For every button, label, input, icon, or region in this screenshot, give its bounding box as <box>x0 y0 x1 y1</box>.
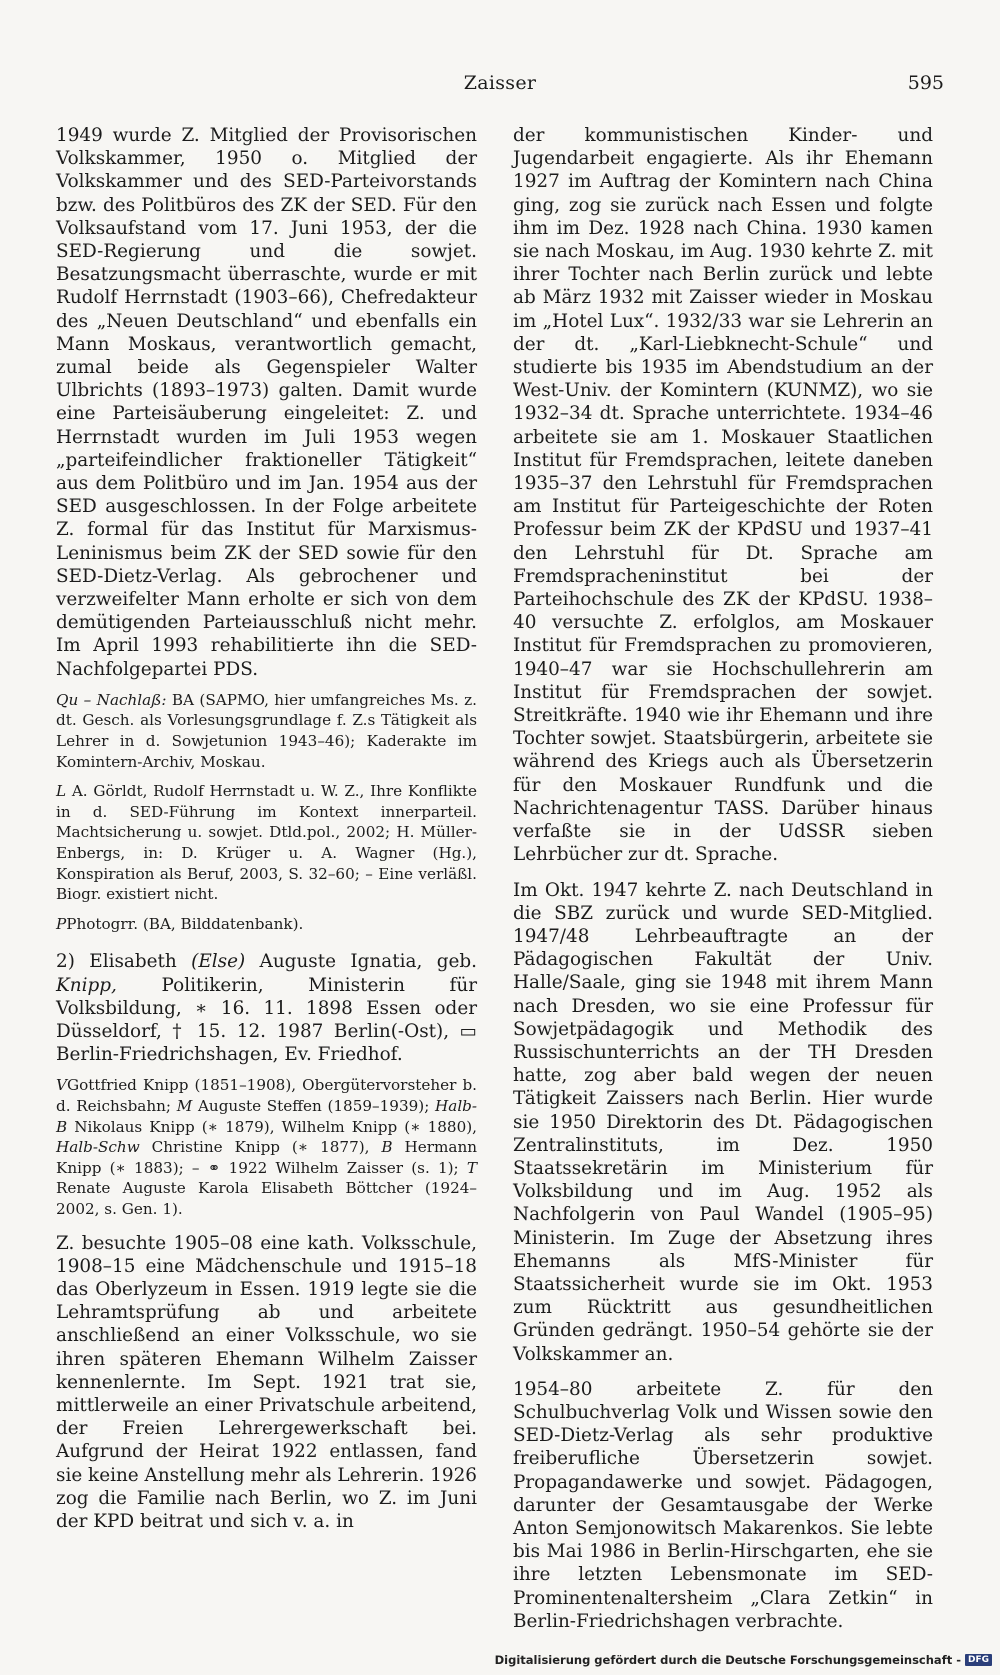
literature-label: L <box>56 782 67 801</box>
genealogy-label-m: M <box>176 1097 193 1116</box>
genealogy-label-halbb: Halb-B <box>56 1097 478 1136</box>
entry-names: Auguste Ignatia, geb. <box>259 951 477 973</box>
digitization-footer <box>495 1653 992 1667</box>
entry-number: 2) Elisabeth <box>56 951 177 973</box>
genealogy-label-halbschw: Halb-Schw <box>56 1138 140 1157</box>
portrait-text: Photogrr. (BA, Bilddatenbank). <box>66 914 304 933</box>
right-column <box>513 124 933 1633</box>
sources-text: BA (SAPMO, hier umfangreiches Ms. z. dt. Gesch. als Vorlesungsgrundlage f. Z.s Tätigkeit als Lehrer in d. Sowjetunion 1943–46); Kaderakte im Komintern-Archiv, Moskau. <box>56 690 477 771</box>
portrait-note <box>56 914 477 935</box>
genealogy-label-v: V <box>56 1076 67 1095</box>
entry-details: Politikerin, Ministerin für Volksbildung, ∗ 16. 11. 1898 Essen oder Düsseldorf, † 15. 12. 1987 Berlin(-Ost), ▭ Berlin-Friedrichshagen, Ev. Friedhof. <box>56 974 477 1066</box>
sources-label: Qu – Nachlaß: <box>56 690 167 709</box>
genealogy-text: Auguste Steffen (1859–1939); <box>197 1097 430 1116</box>
page-header <box>50 72 950 102</box>
body-paragraph: Im Okt. 1947 kehrte Z. nach Deutschland in die SBZ zurück und wurde SED-Mitglied. 1947/48 Lehrbeauftragte an der Pädagogischen Fakultät der Univ. Halle/Saale, ging sie 1948 mit ihrem Mann nach Dresden, wo sie eine Professur für Sowjetpädagogik und Methodik des Russischunterrichts an der TH Dresden hatte, zog aber bald wegen der neuen Tätigkeit Zaissers nach Berlin. Hier wurde sie 1950 Direktorin des Dt. Pädagogischen Zentralinstituts, im Dez. 1950 Staatssekretärin im Ministerium für Volksbildung und im Aug. 1952 als Nachfolgerin von Paul Wandel (1905–95) Ministerin. Im Zuge der Absetzung ihres Ehemanns als MfS-Minister für Staatssicherheit wurde sie im Okt. 1953 zum Rücktritt aus gesundheitlichen Gründen gedrängt. 1950–54 gehörte sie der Volkskammer an. <box>513 879 933 1365</box>
dfg-logo: DFG <box>965 1654 992 1666</box>
genealogy-text: Gottfried Knipp (1851–1908), Obergütervorsteher b. d. Reichsbahn; <box>56 1076 477 1116</box>
genealogy-text: Renate Auguste Karola Elisabeth Böttcher (1924–2002, s. Gen. 1). <box>56 1179 477 1218</box>
entry-birth-name: Knipp, <box>56 974 117 996</box>
sources-note <box>56 690 477 772</box>
genealogy-text: Hermann Knipp (∗ 1883); – ⚭ 1922 Wilhelm Zaisser (s. 1); <box>56 1138 478 1177</box>
running-head: Zaisser <box>463 72 537 94</box>
entry-nickname: (Else) <box>191 951 246 973</box>
genealogy-text: Christine Knipp (∗ 1877), <box>151 1138 370 1157</box>
genealogy-label-b: B <box>381 1138 393 1157</box>
body-paragraph: 1949 wurde Z. Mitglied der Provisorischen Volkskammer, 1950 o. Mitglied der Volkskammer und des SED-Parteivorstands bzw. des Politbüros des ZK der SED. Für den Volksaufstand vom 17. Juni 1953, der die SED-Regierung und die sowjet. Besatzungsmacht überraschte, wurde er mit Rudolf Herrnstadt (1903–66), Chefredakteur des „Neuen Deutschland“ und ebenfalls ein Mann Moskaus, verantwortlich gemacht, zumal beide als Gegenspieler Walter Ulbrichts (1893–1973) galten. Damit wurde eine Parteisäuberung eingeleitet: Z. und Herrnstadt wurden im Juli 1953 wegen „parteifeindlicher fraktioneller Tätigkeit“ aus dem Politbüro und im Jan. 1954 aus der SED ausgeschlossen. In der Folge arbeitete Z. formal für das Institut für Marxismus-Leninismus beim ZK der SED sowie für den SED-Dietz-Verlag. Als gebrochener und verzweifelter Mann erholte er sich von dem demütigenden Parteiausschluß nicht mehr. Im April 1993 rehabilitierte ihn die SED-Nachfolgepartei PDS. <box>56 125 477 680</box>
genealogy-note <box>56 1075 477 1219</box>
genealogy-text: Nikolaus Knipp (∗ 1879), Wilhelm Knipp (∗ 1880), <box>74 1117 477 1136</box>
body-paragraph: 1954–80 arbeitete Z. für den Schulbuchverlag Volk und Wissen sowie den SED-Dietz-Verlag als sehr produktive freiberufliche Übersetzerin sowjet. Propagandawerke und sowjet. Pädagogen, darunter der Gesamtausgabe der Werke Anton Semjonowitsch Makarenkos. Sie lebte bis Mai 1986 in Berlin-Hirschgarten, ehe sie ihre letzten Lebensmonate im SED-Prominentenaltersheim „Clara Zetkin“ in Berlin-Friedrichshagen verbrachte. <box>513 1378 933 1632</box>
entry-heading <box>56 950 477 1066</box>
genealogy-label-t: T <box>466 1158 477 1177</box>
literature-note <box>56 781 477 905</box>
body-paragraph: Z. besuchte 1905–08 eine kath. Volksschule, 1908–15 eine Mädchenschule und 1915–18 das Oberlyzeum in Essen. 1919 legte sie die Lehramtsprüfung ab und arbeitete anschließend an einer Volksschule, wo sie ihren späteren Ehemann Wilhelm Zaisser kennenlernte. Im Sept. 1921 trat sie, mittlerweile an einer Privatschule arbeitend, der Freien Lehrergewerkschaft bei. Aufgrund der Heirat 1922 entlassen, fand sie keine Anstellung mehr als Lehrerin. 1926 zog die Familie nach Berlin, wo Z. im Juni der KPD beitrat und sich v. a. in <box>56 1232 478 1533</box>
body-paragraph: der kommunistischen Kinder- und Jugendarbeit engagierte. Als ihr Ehemann 1927 im Auftrag der Komintern nach China ging, zog sie zurück nach Essen und folgte ihm im Dez. 1928 nach China. 1930 kamen sie nach Moskau, im Aug. 1930 kehrte Z. mit ihrer Tochter nach Berlin zurück und lebte ab März 1932 mit Zaisser wieder in Moskau im „Hotel Lux“. 1932/33 war sie Lehrerin an der dt. „Karl-Liebknecht-Schule“ und studierte bis 1935 im Abendstudium an der West-Univ. der Komintern (KUNMZ), wo sie 1932–34 dt. Sprache unterrichtete. 1934–46 arbeitete sie am 1. Moskauer Staatlichen Institut für Fremdsprachen, leitete daneben 1935–37 den Lehrstuhl für Fremdsprachen am Institut für Parteigeschichte der Roten Professur beim ZK der KPdSU und 1937–41 den Lehrstuhl für Dt. Sprache am Fremdspracheninstitut bei der Parteihochschule des ZK der KPdSU. 1938–40 versuchte Z. erfolglos, am Moskauer Institut für Fremdsprachen zu promovieren, 1940–47 war sie Hochschullehrerin am Institut für Fremdsprachen der sowjet. Streitkräfte. 1940 wie ihr Ehemann und ihre Tochter sowjet. Staatsbürgerin, arbeitete sie während des Kriegs auch als Übersetzerin für den Moskauer Rundfunk und die Nachrichtenagentur TASS. Darüber hinaus verfaßte sie in der UdSSR sieben Lehrbücher zur dt. Sprache. <box>513 125 933 866</box>
page-number: 595 <box>907 72 944 94</box>
footer-text: Digitalisierung gefördert durch die Deutsche Forschungsgemeinschaft - <box>494 1653 961 1667</box>
left-column <box>56 124 477 1533</box>
literature-text: A. Görldt, Rudolf Herrnstadt u. W. Z., Ihre Konflikte in d. SED-Führung im Kontext innerparteil. Machtsicherung u. sowjet. Dtld.pol., 2002; H. Müller-Enbergs, in: D. Krüger u. A. Wagner (Hg.), Konspiration als Beruf, 2003, S. 32–60; – Eine verläßl. Biogr. existiert nicht. <box>56 782 478 904</box>
portrait-label: P <box>56 914 67 933</box>
